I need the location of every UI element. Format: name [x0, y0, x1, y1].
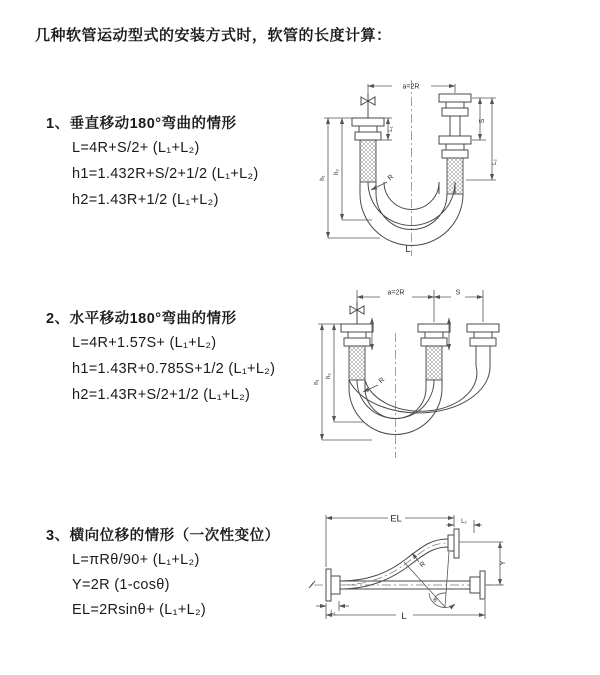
dim-label-l2: L₂ [461, 519, 467, 525]
dim-label-h1: h₁ [320, 175, 326, 181]
valve-icon [361, 94, 375, 118]
dim-label-el: EL [390, 513, 402, 525]
right-lower-flange [439, 136, 471, 158]
dimension-L2 [446, 519, 482, 533]
dimension-a2r [357, 290, 483, 323]
dim-label-a2r: a=2R [402, 83, 420, 91]
dim-label-s: S [479, 118, 486, 124]
left-flange [341, 324, 373, 346]
left-flange [352, 118, 384, 140]
diagram-horizontal-180-bend [300, 278, 600, 463]
dim-label-a2r: a=2R [387, 289, 405, 297]
dim-label-l: L [401, 611, 407, 622]
dim-label-h1: h₁ [314, 379, 320, 385]
dim-label-y: Y [500, 560, 507, 566]
section1-formula-h2: h2=1.43R+1/2 (L₁+L₂) [72, 192, 219, 208]
section3-formula-L: L=πRθ/90+ (L₁+L₂) [72, 552, 200, 568]
upper-right-flange [448, 529, 459, 558]
section3-formula-EL: EL=2Rsinθ+ (L₁+L₂) [72, 602, 207, 618]
dim-label-h2: h₂ [334, 169, 340, 175]
left-braid [360, 140, 376, 182]
left-flange [326, 569, 340, 601]
section3-heading: 3、横向位移的情形（一次性变位） [46, 528, 280, 544]
section1-formula-L: L=4R+S/2+ (L₁+L₂) [72, 140, 200, 156]
dim-label-s: S [455, 289, 461, 297]
right-flange [467, 324, 499, 346]
dim-label-l1: L₁ [388, 126, 394, 132]
dimension-S [434, 290, 483, 298]
dimension-L1 [316, 601, 349, 616]
radius-label: R [377, 376, 387, 386]
section2-formula-h2: h2=1.43R+S/2+1/2 (L₁+L₂) [72, 387, 251, 403]
diagram-vertical-180-bend [300, 72, 590, 262]
radius-callout [412, 553, 427, 569]
right-upper-flange [439, 94, 471, 116]
dimension-EL [326, 514, 454, 568]
page-title: 几种软管运动型式的安装方式时，软管的长度计算： [35, 27, 392, 44]
break-mark [309, 581, 315, 588]
middle-braid [426, 346, 442, 380]
dim-label-h2: h₂ [326, 373, 332, 379]
diagram-lateral-displacement [308, 505, 593, 655]
dimension-L [326, 600, 485, 622]
radius-label: R [386, 173, 396, 183]
dim-label-l2: L₂ [492, 159, 498, 165]
section2-formula-L: L=4R+1.57S+ (L₁+L₂) [72, 335, 217, 351]
section3-formula-Y: Y=2R (1-cosθ) [72, 577, 170, 593]
section1-heading: 1、垂直移动180°弯曲的情形 [46, 116, 237, 132]
middle-flange [418, 324, 450, 346]
section2-formula-h1: h1=1.43R+0.785S+1/2 (L₁+L₂) [72, 361, 276, 377]
radius-label: R [418, 560, 428, 570]
section2-heading: 2、水平移动180°弯曲的情形 [46, 311, 237, 327]
section1-formula-h1: h1=1.432R+S/2+1/2 (L₁+L₂) [72, 166, 259, 182]
angle-theta [404, 552, 455, 608]
valve-icon [350, 302, 364, 324]
lower-right-flange [470, 571, 485, 599]
dim-label-l1: L₁ [330, 610, 336, 616]
angle-label: θ [433, 598, 437, 604]
length-label: L [405, 244, 411, 255]
left-braid [349, 346, 365, 380]
